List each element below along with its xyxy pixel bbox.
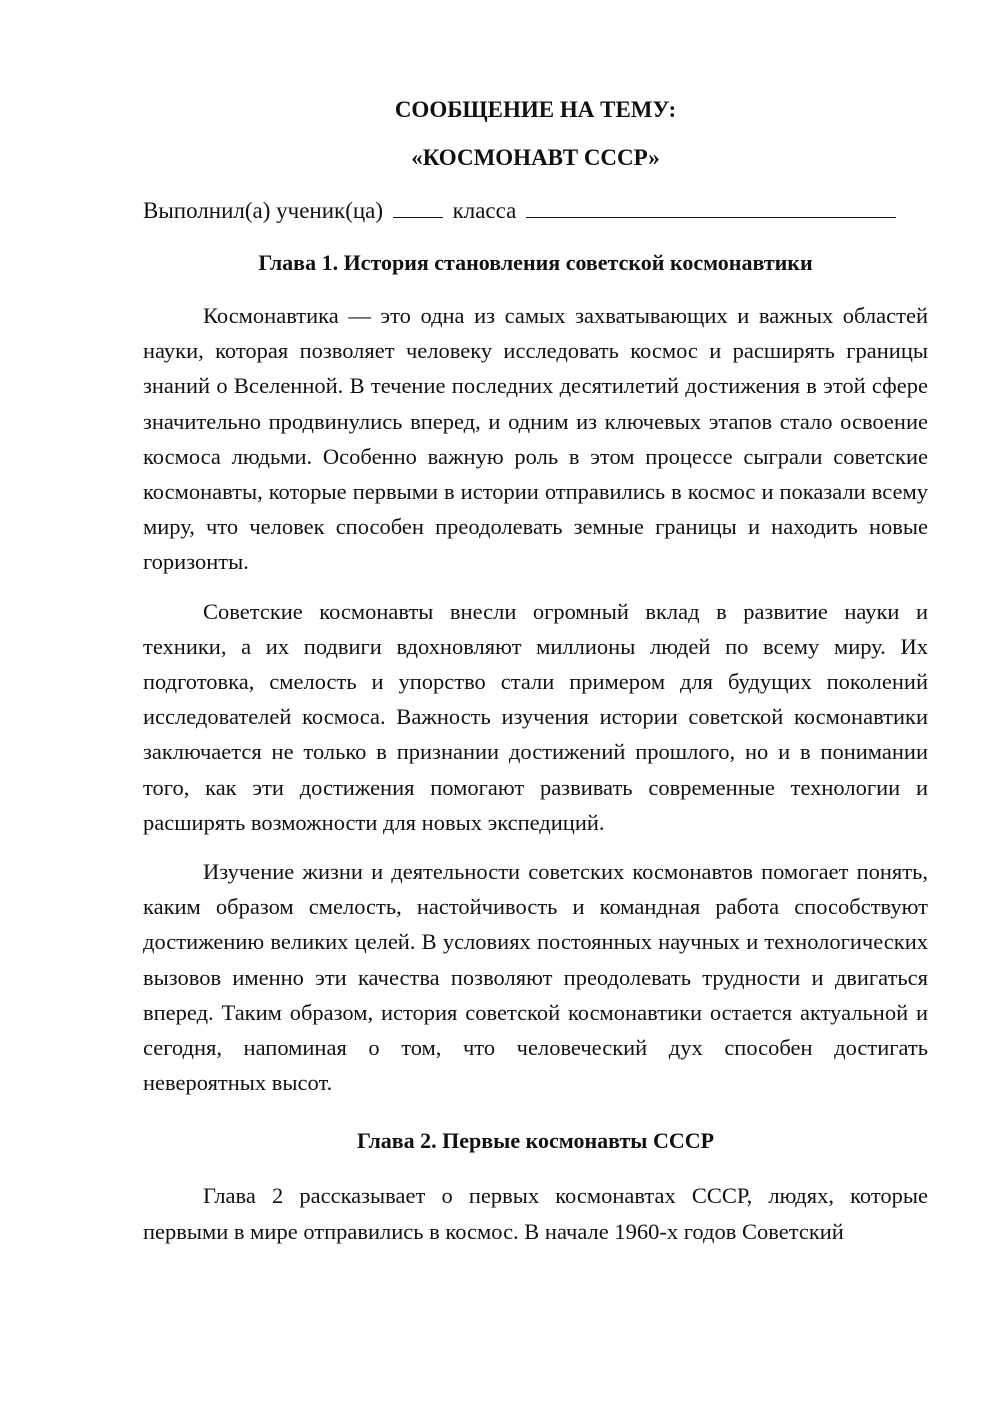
author-line xyxy=(143,196,928,226)
document-subtitle: «КОСМОНАВТ СССР» xyxy=(411,145,660,170)
name-blank-field[interactable] xyxy=(526,197,896,218)
document-title: СООБЩЕНИЕ НА ТЕМУ: xyxy=(394,97,677,122)
author-prefix: Выполнил(а) ученик(ца) xyxy=(143,198,384,223)
chapter-1-paragraph: Изучение жизни и деятельности советских космонавтов помогает понять, каким образом смелость, настойчивость и командная работа способствуют достижению великих целей. В условиях постоянных научных и технологических вызовов именно эти качества позволяют преодолевать трудности и двигаться вперед. Таким образом, история советской космонавтики остается актуальной и сегодня, напоминая о том, что человеческий дух способен достигать невероятных высот. xyxy=(143,859,928,1096)
class-label: класса xyxy=(452,198,517,223)
chapter-1-paragraph: Космонавтика — это одна из самых захватывающих и важных областей науки, которая позволяет человеку исследовать космос и расширять границы знаний о Вселенной. В течение последних десятилетий достижения в этой сфере значительно продвинулись вперед, и одним из ключевых этапов стало освоение космоса людьми. Особенно важную роль в этом процессе сыграли советские космонавты, которые первыми в истории отправились в космос и показали всему миру, что человек способен преодолевать земные границы и находить новые горизонты. xyxy=(143,303,928,575)
chapter-1-heading: Глава 1. История становления советской космонавтики xyxy=(258,250,813,275)
chapter-1-paragraph: Советские космонавты внесли огромный вклад в развитие науки и техники, а их подвиги вдохновляют миллионы людей по всему миру. Их подготовка, смелость и упорство стали примером для будущих поколений исследователей космоса. Важность изучения истории советской космонавтики заключается не только в признании достижений прошлого, но и в понимании того, как эти достижения помогают развивать современные технологии и расширять возможности для новых экспедиций. xyxy=(143,598,928,835)
document-page xyxy=(143,92,928,1263)
chapter-2-paragraph: Глава 2 рассказывает о первых космонавтах СССР, людях, которые первыми в мире отправились в космос. В начале 1960-х годов Советский xyxy=(143,1183,928,1244)
chapter-2-heading: Глава 2. Первые космонавты СССР xyxy=(356,1128,715,1154)
grade-blank-field[interactable] xyxy=(393,197,443,218)
